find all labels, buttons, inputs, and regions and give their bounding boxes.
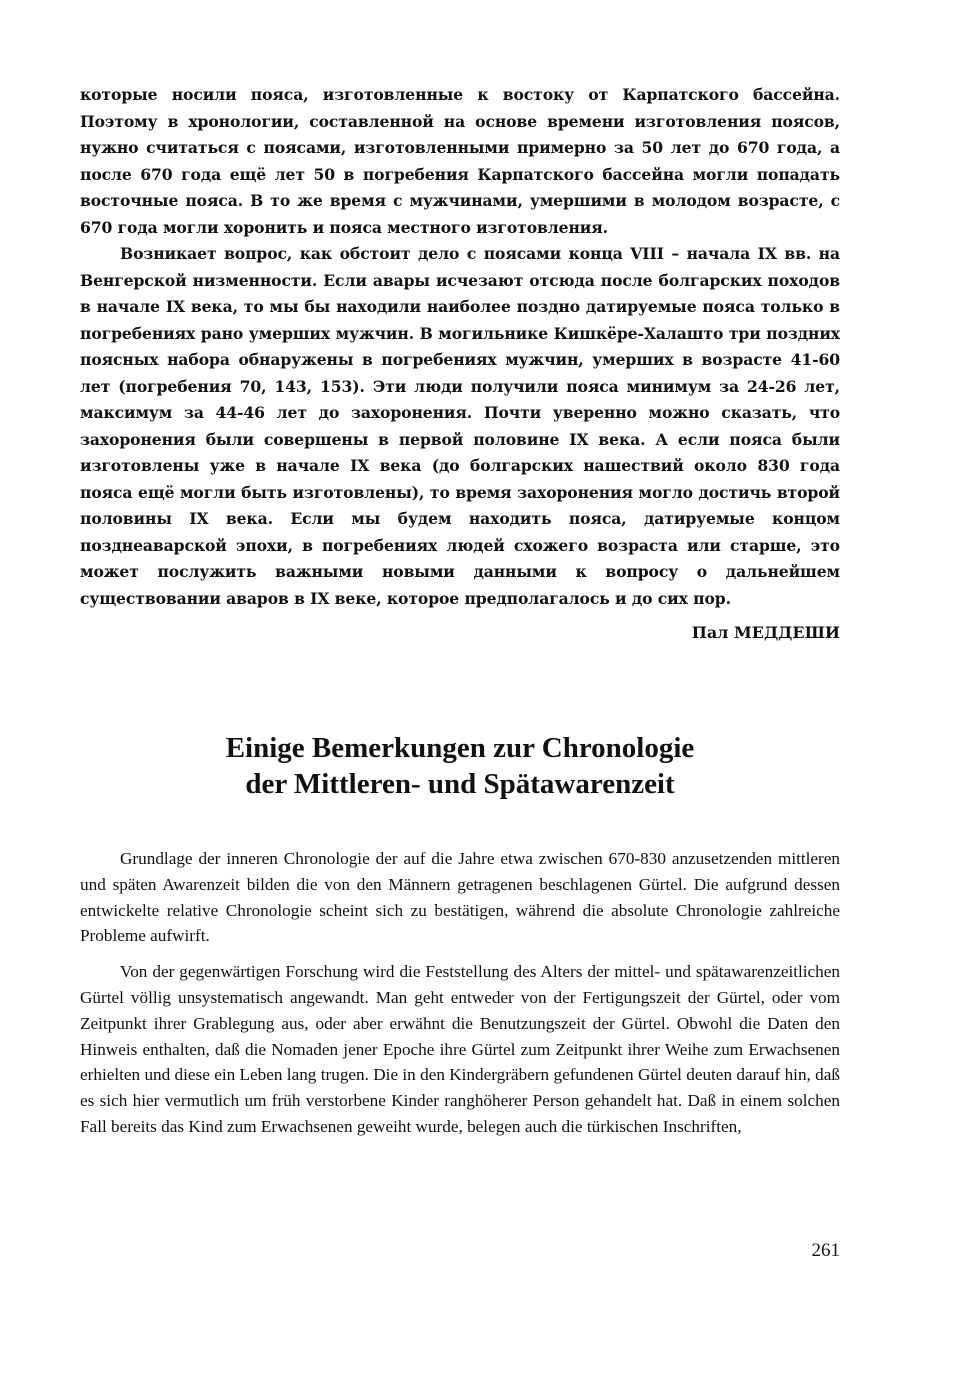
page-content (80, 82, 840, 1140)
russian-paragraph-1: которые носили пояса, изготовленные к востоку от Карпатского бассейна. Поэтому в хронологии, составленной на основе времени изготовления поясов, нужно считаться с поясами, изготовленными примерно за 50 лет до 670 года, а после 670 года ещё лет 50 в погребения Карпатского бассейна могли попадать восточные пояса. В то же время с мужчинами, умершими в молодом возрасте, с 670 года могли хоронить и пояса местного изготовления. (80, 85, 840, 237)
german-paragraph-2: Von der gegenwärtigen Forschung wird die Feststellung des Alters der mittel- und spätawarenzeitlichen Gürtel völlig unsystematisch angewandt. Man geht entweder von der Fertigungszeit der Gürtel, oder vom Zeitpunkt ihrer Grablegung aus, oder aber erwähnt die Benutzungszeit der Gürtel. Obwohl die Daten den Hinweis enthalten, daß die Nomaden jener Epoche ihre Gürtel zum Zeitpunkt ihrer Weihe zum Erwachsenen erhielten und diese ein Leben lang trugen. Die in den Kindergräbern gefundenen Gürtel deuten darauf hin, daß es sich hier vermutlich um früh verstorbene Kinder ranghöherer Person gehandelt hat. Daß in einem solchen Fall bereits das Kind zum Erwachsenen geweiht wurde, belegen auch die türkischen Inschriften, (80, 962, 840, 1136)
page-number: 261 (811, 1240, 840, 1261)
russian-paragraph-2: Возникает вопрос, как обстоит дело с поясами конца VIII – начала IX вв. на Венгерской низменности. Если авары исчезают отсюда после болгарских походов в начале IX века, то мы бы находили наиболее поздно датируемые пояса только в погребениях рано умерших мужчин. В могильнике Кишкёре-Халашто три поздних поясных набора обнаружены в погребениях мужчин, умерших в возрасте 41-60 лет (погребения 70, 143, 153). Эти люди получили пояса минимум за 24-26 лет, максимум за 44-46 лет до захоронения. Почти уверенно можно сказать, что захоронения были совершены в первой половине IX века. А если пояса были изготовлены уже в начале IX века (до болгарских нашествий около 830 года пояса ещё могли быть изготовлены), то время захоронения могло достичь второй половины IX века. Если мы будем находить пояса, датируемые концом позднеаварской эпохи, в погребениях людей схожего возраста или старше, это может послужить важными новыми данными к вопросу о дальнейшем существовании аваров в IX веке, которое предполагалось и до сих пор. (80, 244, 840, 608)
title-line-2: der Mittleren- und Spätawarenzeit (245, 768, 675, 800)
german-summary-title (80, 730, 840, 802)
title-line-1: Einige Bemerkungen zur Chronologie (225, 732, 695, 764)
german-paragraph-1: Grundlage der inneren Chronologie der auf die Jahre etwa zwischen 670-830 anzusetzenden mittleren und späten Awarenzeit bilden die von den Männern getragenen beschlagenen Gürtel. Die aufgrund dessen entwickelte relative Chronologie scheint sich zu bestätigen, während die absolute Chronologie zahlreiche Probleme aufwirft. (80, 849, 840, 946)
author-signature: Пал МЕДДЕШИ (691, 623, 840, 642)
